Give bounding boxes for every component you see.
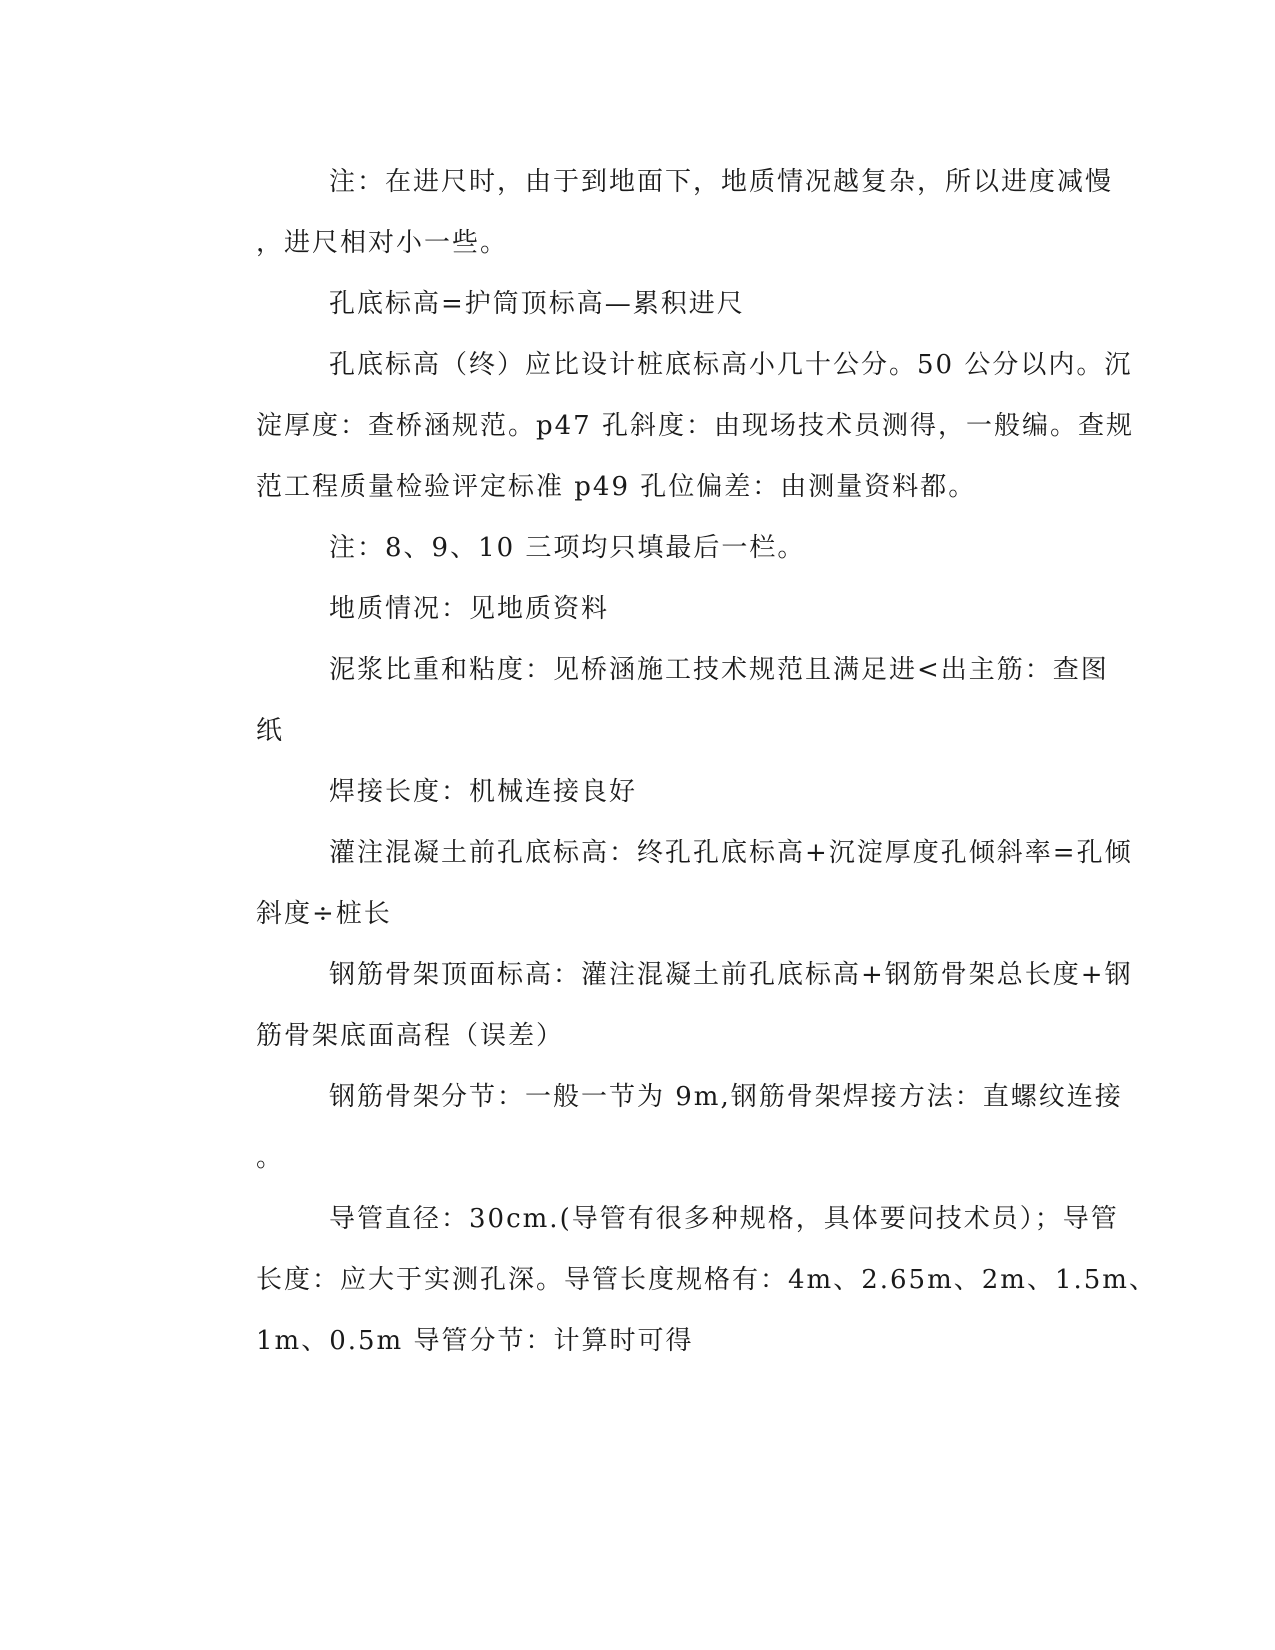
text-line: ，进尺相对小一些。 [256,228,509,258]
document-body [183,152,1157,1372]
text-line: 孔底标高（终）应比设计桩底标高小几十公分。50 公分以内。沉 [329,350,1133,380]
text-line: 导管直径：30cm.(导管有很多种规格，具体要问技术员）；导管 [329,1204,1119,1234]
text-line: 泥浆比重和粘度：见桥涵施工技术规范且满足进<出主筋：查图 [329,655,1109,685]
text-line: 纸 [256,716,285,746]
paragraph-hole-bottom-formula [183,274,1049,335]
text-line: 筋骨架底面高程（误差） [256,1021,565,1051]
paragraph-progress-note [183,152,1114,274]
text-line: 。 [256,1143,285,1173]
text-line: 地质情况：见地质资料 [329,594,610,624]
text-line: 钢筋骨架顶面标高：灌注混凝土前孔底标高+钢筋骨架总长度+钢 [329,960,1133,990]
text-line: 范工程质量检验评定标准 p49 孔位偏差：由测量资料都。 [256,472,977,502]
paragraph-cage-sections [183,1067,1123,1189]
text-line: 孔底标高=护筒顶标高—累积进尺 [329,289,745,319]
text-line: 注：在进尺时，由于到地面下，地质情况越复杂，所以进度减慢 [329,167,1114,197]
text-line: 焊接长度：机械连接良好 [329,777,638,807]
text-line: 斜度÷桩长 [256,899,392,929]
paragraph-pour-elevation [183,823,1133,945]
paragraph-cage-top [183,945,1133,1067]
paragraph-geology [183,579,1049,640]
paragraph-items-note [183,518,1049,579]
paragraph-conduit [183,1189,1157,1372]
paragraph-weld-length [183,762,1049,823]
text-line: 灌注混凝土前孔底标高：终孔孔底标高+沉淀厚度孔倾斜率=孔倾 [329,838,1133,868]
text-line: 淀厚度：查桥涵规范。p47 孔斜度：由现场技术员测得，一般编。查规 [256,411,1134,441]
text-line: 长度：应大于实测孔深。导管长度规格有：4m、2.65m、2m、1.5m、 [256,1265,1157,1295]
paragraph-mud [183,640,1109,762]
paragraph-hole-bottom-final [183,335,1134,518]
text-line: 钢筋骨架分节：一般一节为 9m,钢筋骨架焊接方法：直螺纹连接 [329,1082,1123,1112]
text-line: 注：8、9、10 三项均只填最后一栏。 [329,533,806,563]
text-line: 1m、0.5m 导管分节：计算时可得 [256,1326,694,1356]
